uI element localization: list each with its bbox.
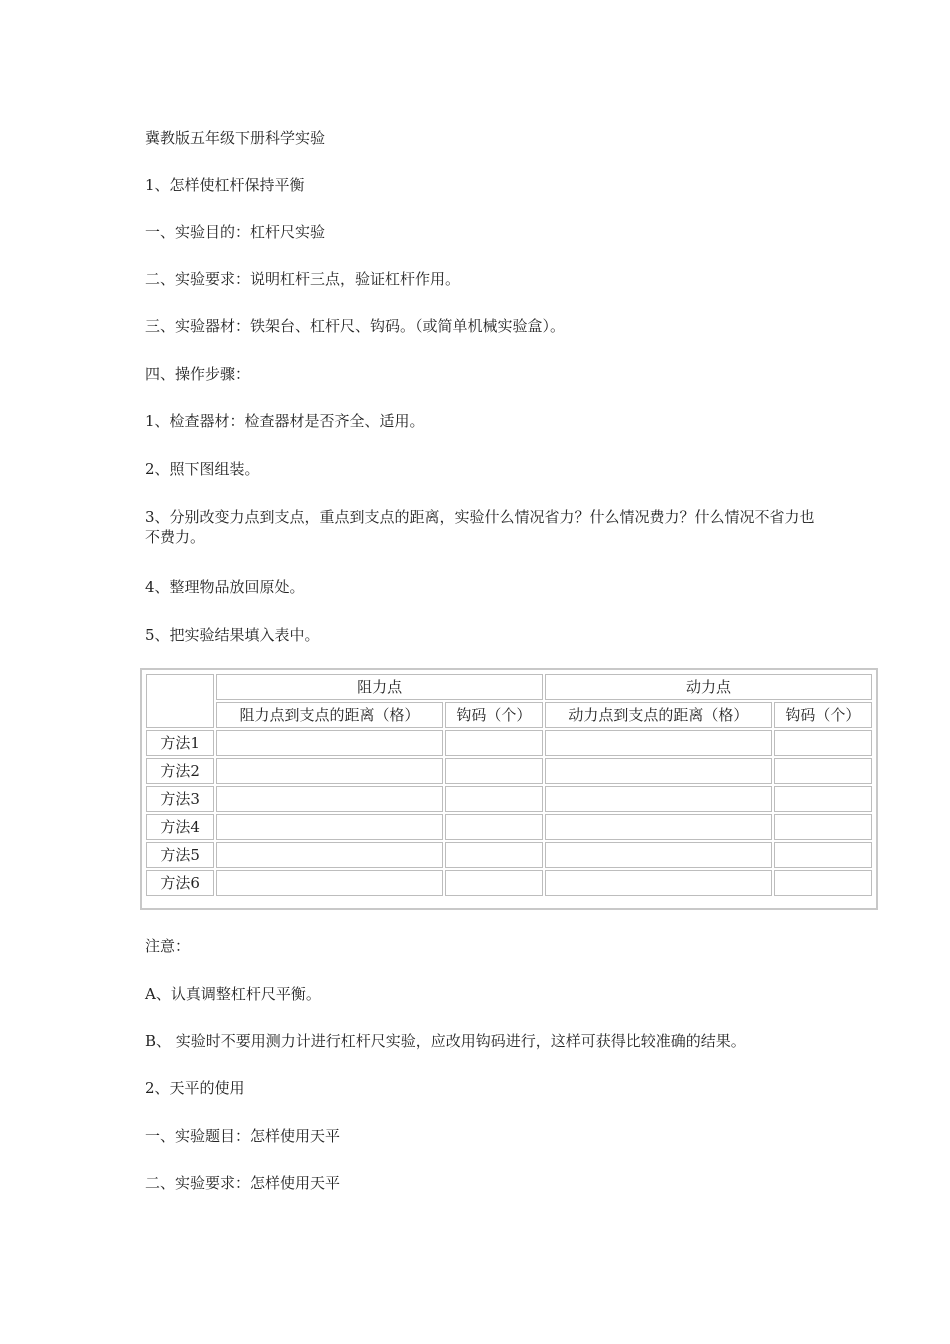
section2-requirement: 二、实验要求：怎样使用天平	[145, 1174, 341, 1192]
table-cell	[774, 842, 872, 868]
table-cell	[545, 758, 772, 784]
document-title: 冀教版五年级下册科学实验	[145, 129, 326, 147]
note-b: B、 实验时不要用测力计进行杠杆尺实验，应改用钩码进行，这样可获得比较准确的结果。	[145, 1032, 746, 1050]
table-corner-cell	[146, 674, 214, 728]
note-a: A、认真调整杠杆尺平衡。	[145, 985, 321, 1003]
table-cell	[216, 758, 443, 784]
header-effort-point: 动力点	[545, 674, 872, 700]
experiment-requirement: 二、实验要求：说明杠杆三点，验证杠杆作用。	[145, 270, 461, 288]
notes-heading: 注意：	[145, 937, 191, 955]
table-cell	[445, 786, 543, 812]
table-cell	[216, 842, 443, 868]
row-label: 方法6	[146, 870, 214, 896]
header-resistance-point: 阻力点	[216, 674, 543, 700]
results-table	[144, 672, 874, 898]
step-5: 5、把实验结果填入表中。	[145, 626, 320, 644]
step-1: 1、检查器材：检查器材是否齐全、适用。	[145, 412, 425, 430]
table-cell	[445, 842, 543, 868]
table-cell	[216, 786, 443, 812]
section1-heading: 1、怎样使杠杆保持平衡	[145, 176, 305, 194]
table-cell	[774, 814, 872, 840]
table-row	[146, 870, 872, 896]
table-cell	[445, 758, 543, 784]
experiment-materials: 三、实验器材：铁架台、杠杆尺、钩码。（或简单机械实验盒）。	[145, 317, 566, 335]
table-cell	[774, 786, 872, 812]
table-cell	[445, 814, 543, 840]
table-cell	[545, 786, 772, 812]
table-cell	[216, 814, 443, 840]
table-cell	[545, 814, 772, 840]
step-2: 2、照下图组装。	[145, 460, 260, 478]
header-resistance-distance: 阻力点到支点的距离（格）	[216, 702, 443, 728]
section2-heading: 2、天平的使用	[145, 1079, 245, 1097]
table-cell	[445, 870, 543, 896]
table-cell	[774, 758, 872, 784]
header-resistance-weights: 钩码（个）	[445, 702, 543, 728]
table-cell	[774, 870, 872, 896]
table-header-row-1	[146, 674, 872, 700]
table-cell	[545, 730, 772, 756]
table-row	[146, 786, 872, 812]
experiment-purpose: 一、实验目的：杠杆尺实验	[145, 223, 326, 241]
table-row	[146, 814, 872, 840]
header-effort-weights: 钩码（个）	[774, 702, 872, 728]
row-label: 方法1	[146, 730, 214, 756]
table-row	[146, 758, 872, 784]
header-effort-distance: 动力点到支点的距离（格）	[545, 702, 772, 728]
step-3: 3、分别改变力点到支点，重点到支点的距离，实验什么情况省力？什么情况费力？什么情况不省力也不费力。	[145, 508, 815, 546]
table-row	[146, 842, 872, 868]
table-cell	[545, 842, 772, 868]
table-row	[146, 730, 872, 756]
table-header-row-2	[146, 702, 872, 728]
table-cell	[545, 870, 772, 896]
step-4: 4、整理物品放回原处。	[145, 578, 305, 596]
steps-heading: 四、操作步骤：	[145, 365, 251, 383]
table-cell	[774, 730, 872, 756]
table-cell	[216, 870, 443, 896]
table-cell	[216, 730, 443, 756]
row-label: 方法3	[146, 786, 214, 812]
row-label: 方法5	[146, 842, 214, 868]
table-cell	[445, 730, 543, 756]
row-label: 方法2	[146, 758, 214, 784]
results-table-frame	[140, 668, 878, 910]
section2-topic: 一、实验题目：怎样使用天平	[145, 1127, 341, 1145]
row-label: 方法4	[146, 814, 214, 840]
